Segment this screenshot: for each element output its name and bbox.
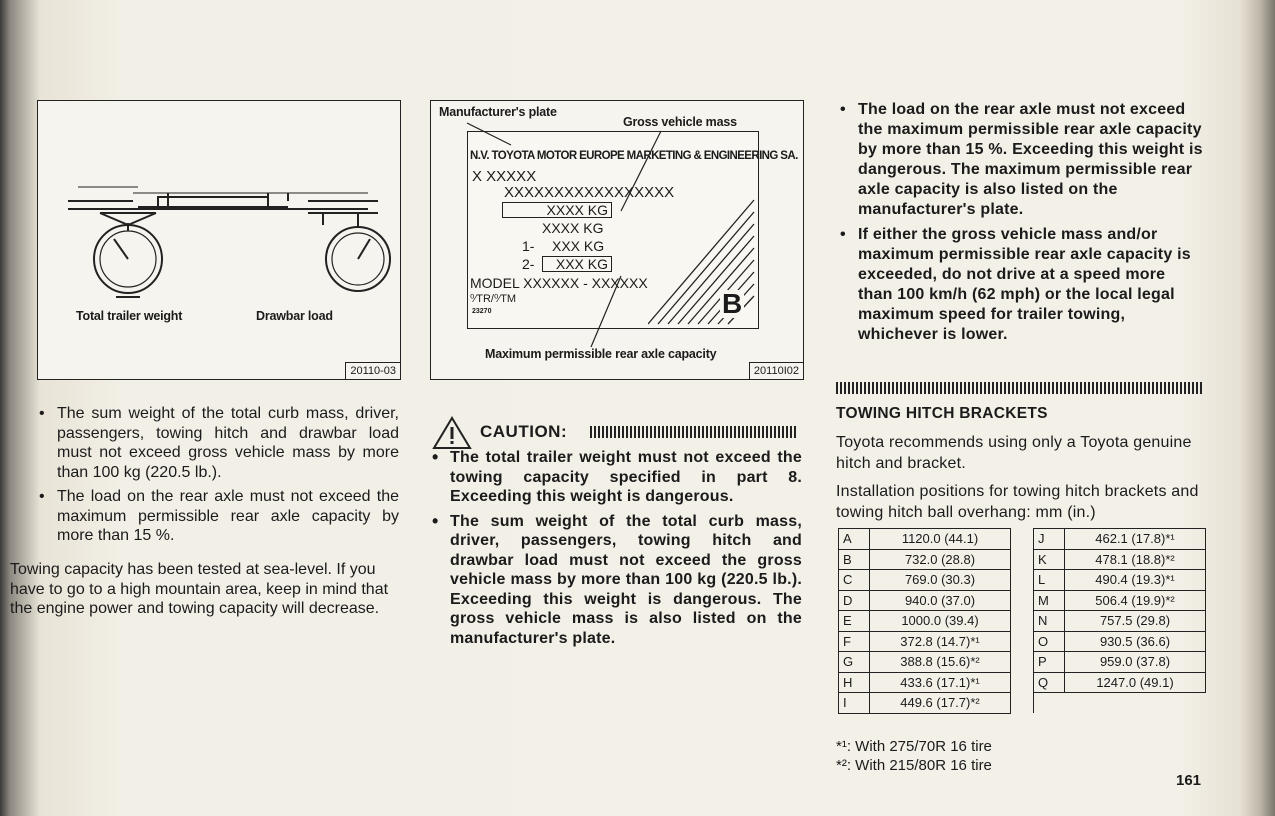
plate-kg2: XXXX KG (542, 220, 604, 236)
table-row (839, 652, 1206, 673)
table-row (839, 672, 1206, 693)
position-value: 940.0 (37.0) (870, 590, 1011, 611)
section-positions-text: Installation positions for towing hitch brackets and towing hitch ball overhang: mm (in.) (836, 483, 1199, 521)
table-row (839, 631, 1206, 652)
position-key: E (839, 611, 870, 632)
position-value: 449.6 (17.7)*² (870, 693, 1011, 714)
plate-leader-lines (431, 101, 803, 379)
position-key: F (839, 631, 870, 652)
list-item: • The load on the rear axle must not exceed the maximum permissible rear axle capacity by more than 15 %. Exceeding this weight is dangerous. The maximum permissible rear axle capacity is also listed on the manufacturer's plate. (838, 100, 1204, 220)
position-value: 433.6 (17.1)*¹ (870, 672, 1011, 693)
position-key: M (1034, 590, 1065, 611)
position-value: 506.4 (19.9)*² (1065, 590, 1206, 611)
position-value: 732.0 (28.8) (870, 549, 1011, 570)
position-value (1065, 693, 1206, 714)
position-value: 462.1 (17.8)*¹ (1065, 529, 1206, 550)
position-value: 757.5 (29.8) (1065, 611, 1206, 632)
position-key: O (1034, 631, 1065, 652)
position-value: 372.8 (14.7)*¹ (870, 631, 1011, 652)
plate-kg1: XXXX KG (502, 202, 612, 218)
table-gap (1011, 693, 1034, 714)
trailer-weight-figure (37, 100, 401, 380)
caution-bullet-list (430, 448, 802, 653)
position-key (1034, 693, 1065, 714)
position-key: K (1034, 549, 1065, 570)
section-title: TOWING HITCH BRACKETS (836, 405, 1048, 422)
table-gap (1011, 590, 1034, 611)
plate-line2: XXXXXXXXXXXXXXXXX (504, 184, 675, 201)
position-key: L (1034, 570, 1065, 591)
list-item: • The sum weight of the total curb mass, driver, passengers, towing hitch and drawbar load must not exceed the gross vehicle mass by more than 100 kg (220.5 lb.). Exceeding this weight is dangerous. The gross vehicle mass is also listed on the manufacturer's plate. (430, 512, 802, 649)
position-key: H (839, 672, 870, 693)
plate-kg3-prefix: 1- (522, 238, 535, 254)
figure-code: 20110-03 (345, 362, 400, 379)
caution-title: CAUTION: (480, 422, 568, 441)
position-value: 769.0 (30.3) (870, 570, 1011, 591)
label-drawbar-load: Drawbar load (256, 309, 333, 323)
table-gap (1011, 611, 1034, 632)
position-value: 1247.0 (49.1) (1065, 672, 1206, 693)
position-key: P (1034, 652, 1065, 673)
position-value: 930.5 (36.6) (1065, 631, 1206, 652)
table-gap (1011, 631, 1034, 652)
table-row (839, 549, 1206, 570)
label-manufacturer-plate: Manufacturer's plate (439, 105, 557, 119)
trailer-scales-illustration (38, 101, 400, 379)
table-gap (1011, 570, 1034, 591)
label-total-trailer-weight: Total trailer weight (76, 309, 183, 323)
plate-letter: B (722, 288, 743, 319)
plate-kg3: XXX KG (552, 238, 605, 254)
plate-kg4: XXX KG (542, 256, 612, 272)
table-gap (1011, 549, 1034, 570)
position-key: B (839, 549, 870, 570)
footnote-1: *¹: With 275/70R 16 tire (836, 738, 992, 755)
table-gap (1011, 652, 1034, 673)
position-key: J (1034, 529, 1065, 550)
position-key: D (839, 590, 870, 611)
figure-code: 20110I02 (749, 362, 803, 379)
table-row (839, 611, 1206, 632)
right-bullet-list (838, 100, 1204, 350)
position-value: 1120.0 (44.1) (870, 529, 1011, 550)
left-bullet-list (37, 404, 399, 551)
section-intro: Toyota recommends using only a Toyota genuine hitch and bracket. (836, 434, 1192, 472)
page-number: 161 (1176, 772, 1202, 789)
list-item: • The load on the rear axle must not exceed the maximum permissible rear axle capacity by more than 15 %. (37, 487, 399, 546)
position-value: 388.8 (15.6)*² (870, 652, 1011, 673)
caution-rule (590, 426, 798, 438)
plate-line1: X XXXXX (472, 168, 537, 185)
altitude-paragraph: Towing capacity has been tested at sea-level. If you have to go to a high mountain area, keep in mind that the engine power and towing capacity will decrease. (10, 561, 389, 617)
plate-company: N.V. TOYOTA MOTOR EUROPE MARKETING & ENGINEERING SA. (470, 150, 798, 162)
plate-tr-tm: ⁰⁄TR/⁰⁄TM (470, 293, 517, 305)
position-value: 490.4 (19.3)*¹ (1065, 570, 1206, 591)
position-key: Q (1034, 672, 1065, 693)
list-item: • If either the gross vehicle mass and/or maximum permissible rear axle capacity is exceeded, do not drive at a speed more than 100 km/h (62 mph) or the local legal maximum speed for trailer towing, whichever is lower. (838, 225, 1204, 345)
table-row (839, 529, 1206, 550)
footnote-2: *²: With 215/80R 16 tire (836, 757, 992, 774)
label-max-rear-axle-capacity: Maximum permissible rear axle capacity (485, 347, 717, 361)
warning-triangle-icon (432, 416, 472, 450)
table-row (839, 590, 1206, 611)
position-key: I (839, 693, 870, 714)
table-row (839, 570, 1206, 591)
table-gap (1011, 529, 1034, 550)
position-key: A (839, 529, 870, 550)
position-value: 959.0 (37.8) (1065, 652, 1206, 673)
position-key: C (839, 570, 870, 591)
hitch-positions-table (838, 528, 1206, 714)
table-row (839, 693, 1206, 714)
caution-header (430, 418, 802, 448)
list-item: • The sum weight of the total curb mass, driver, passengers, towing hitch and drawbar load must not exceed gross vehicle mass by more than 100 kg (220.5 lb.). (37, 404, 399, 482)
position-key: G (839, 652, 870, 673)
position-value: 478.1 (18.8)*² (1065, 549, 1206, 570)
list-item: • The total trailer weight must not exceed the towing capacity specified in part 8. Exceeding this weight is dangerous. (430, 448, 802, 507)
manufacturer-plate-figure (430, 100, 804, 380)
position-key: N (1034, 611, 1065, 632)
table-gap (1011, 672, 1034, 693)
plate-kg4-prefix: 2- (522, 256, 535, 272)
plate-model: MODEL XXXXXX - XXXXXX (470, 275, 648, 291)
plate-small-code: 23270 (472, 308, 492, 315)
label-gross-vehicle-mass: Gross vehicle mass (623, 115, 737, 129)
section-rule (836, 382, 1202, 394)
position-value: 1000.0 (39.4) (870, 611, 1011, 632)
